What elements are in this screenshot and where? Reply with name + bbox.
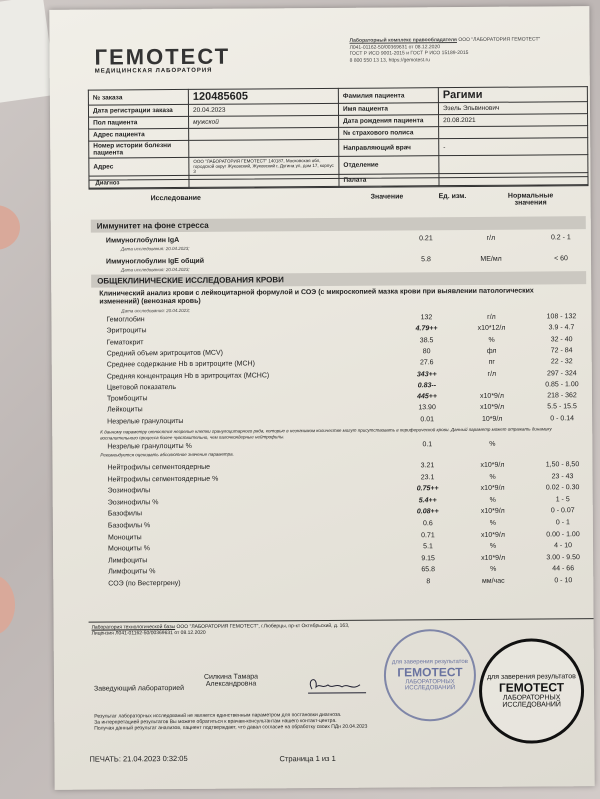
test-name: Гемоглобин (106, 316, 145, 324)
test-unit: г/л (487, 313, 496, 321)
test-value: 5.8 (421, 256, 431, 264)
test-name: Моноциты (107, 533, 142, 542)
patient-info-table: № заказа 120485605 Фамилия пациента Рагими Дата регистрации заказа 20.04.2023 Имя пациента Эзель Эльвинович Пол пациента мужской Дата рождения пациента 20.08.2021 Адрес пациента № страхового полиса Номер истории болезни пациента Направляющий врач - Адрес ООО "ЛАБОРАТОРИЯ ГЕМОТЕСТ" 140187, Московская обл, городской округ Жуковский, Жуковский г, Дугина ул, дом 17, корпус 3 Отделение Палата (88, 86, 589, 188)
test-norm: 0.00 - 1.00 (546, 530, 580, 539)
order-number: 120485605 (188, 88, 338, 104)
section-blood: ОБЩЕКЛИНИЧЕСКИЕ ИССЛЕДОВАНИЯ КРОВИ (91, 271, 586, 287)
test-value: 445++ (417, 393, 437, 401)
test-norm: 0.85 - 1.00 (545, 381, 579, 389)
test-unit: фл (486, 347, 497, 355)
patient-surname: Рагими (438, 87, 587, 103)
test-norm: 0 - 0.07 (550, 507, 575, 515)
test-subtitle: Клинический анализ крови с лейкоцитарной формулой и СОЭ (с микроскопией мазка крови при выявлении патологических изменений) (венозная кровь) (99, 287, 534, 306)
test-name: Нейтрофилы сегментоядерные (107, 463, 211, 472)
test-value: 132 (420, 314, 433, 322)
test-unit: x10*9/л (480, 508, 505, 516)
test-name: Лимфоциты % (108, 568, 156, 576)
test-unit: пг (488, 358, 495, 367)
col-test: Исследование (150, 194, 201, 203)
test-value: 5.1 (423, 543, 433, 551)
test-value: 0.75++ (416, 485, 439, 493)
test-value: 9.15 (421, 555, 435, 563)
test-value: 23.1 (420, 473, 435, 481)
test-value: 0.6 (422, 520, 433, 528)
signature (304, 673, 374, 698)
note-recommendation: Рекомендуется оценивать абсолютное значение параметра. (100, 451, 234, 458)
head-name: Силкина Тамара Александровна (203, 673, 259, 688)
test-norm: 0 - 10 (554, 577, 573, 585)
study-date: Дата исследования: 20.04.2023; (120, 245, 190, 252)
disclaimer: Результат лабораторных исследований не является единственным параметром для постановки диагноза. За интерпретацией результатов Вы можете обратиться к врачам-консультантам нашего контакт-центра. Получая данный результат анализов, пациент подтверждает, что давал согласие на обработку своих ПДн 20.04.2023 (94, 711, 368, 732)
test-norm: < 60 (554, 255, 568, 263)
test-unit: % (489, 473, 496, 481)
test-unit: % (488, 336, 495, 344)
test-unit: x10*9/л (480, 392, 504, 400)
test-norm: 44 - 66 (552, 565, 575, 573)
test-norm: 5.5 - 15.5 (547, 403, 577, 411)
test-name: Иммуноглобулин IgA (105, 236, 180, 245)
test-norm: 218 - 362 (547, 392, 577, 400)
background-paper (0, 0, 57, 104)
footer-lab-info: Лаборатория технологической базы ООО "ЛАБОРАТОРИЯ ГЕМОТЕСТ", г.Люберцы, пр-кт Октябрьский, д. 163, Лицензия Л041-01162-50/00369631 от 08.12.2020 (91, 622, 350, 637)
test-norm: 0 - 1 (555, 519, 570, 527)
test-value: 4.79++ (415, 325, 438, 333)
test-name: Цветовой показатель (106, 383, 177, 392)
test-unit: x10*9/л (480, 531, 505, 539)
test-name: Эозинофилы (107, 487, 151, 495)
test-norm: 108 - 132 (546, 313, 577, 321)
test-norm: 1,50 - 8,50 (545, 461, 580, 469)
test-norm: 23 - 43 (551, 472, 574, 480)
lab-complex-link[interactable]: Лабораторный комплекс правообладателя (349, 37, 457, 44)
test-norm: 1 - 5 (555, 496, 570, 504)
stamp-black: для заверения результатов ГЕМОТЕСТ ЛАБОРАТОРНЫХ ИССЛЕДОВАНИЙ (479, 638, 585, 744)
test-name: Базофилы (107, 510, 143, 518)
test-value: 0.71 (421, 531, 435, 539)
test-unit: % (490, 566, 497, 574)
test-unit: x10*9/л (480, 461, 505, 469)
test-norm: 72 - 84 (550, 347, 573, 355)
test-name: Среднее содержание Hb в эритроците (MCH) (106, 360, 255, 369)
test-value: 0.08++ (416, 508, 439, 516)
gemotest-logo: ГЕМОТЕСТ МЕДИЦИНСКАЯ ЛАБОРАТОРИЯ (94, 43, 231, 75)
test-value: 5.4++ (418, 496, 437, 505)
test-unit: x10*9/л (481, 554, 506, 562)
test-unit: МЕ/мл (480, 255, 502, 263)
test-value: 0.21 (419, 235, 433, 243)
test-name: Незрелые гранулоциты % (107, 442, 192, 451)
head-label: Заведующий лабораторией (94, 684, 185, 693)
test-name: СОЭ (по Вестергрену) (108, 579, 181, 588)
print-timestamp: ПЕЧАТЬ: 21.04.2023 0:32:05 (89, 753, 188, 764)
test-norm: 32 - 40 (550, 335, 573, 343)
test-value: 343++ (416, 370, 437, 378)
test-unit: 10*9/л (481, 415, 503, 423)
test-unit: x10*9/л (480, 404, 505, 412)
note-immature-granulocytes: К данному параметру относятся незрелые клетки гранулоцитарного ряда, которые в незначимом количестве могут присутствовать в периферической крови. Данный параметр может отражать динамику воспалительного процесса более чувствительно, чем палочкоядерные нейтрофилы. (100, 426, 552, 441)
test-value: 80 (422, 348, 431, 356)
test-value: 8 (426, 578, 431, 586)
test-unit: г/л (487, 370, 497, 378)
test-norm: 3.00 - 9.50 (546, 554, 580, 562)
test-name: Базофилы % (107, 522, 151, 530)
test-name: Лимфоциты (108, 557, 148, 565)
diagnosis-row: Диагноз (88, 176, 588, 189)
test-unit: % (489, 496, 496, 504)
test-name: Тромбоциты (106, 395, 148, 403)
test-value: 27.6 (419, 359, 434, 367)
col-unit: Ед. изм. (438, 192, 467, 201)
test-name: Иммуноглобулин IgE общий (106, 257, 205, 266)
test-norm: 0.2 - 1 (550, 234, 571, 242)
test-norm: 297 - 324 (547, 369, 577, 377)
test-norm: 22 - 32 (550, 358, 573, 366)
lab-report: ГЕМОТЕСТ МЕДИЦИНСКАЯ ЛАБОРАТОРИЯ Лабораторный комплекс правообладателя ООО "ЛАБОРАТОРИЯ ГЕМОТЕСТ" Л041-01162-50/00369631 от 08.12.2020 ГОСТ Р ИСО 9001-2015 и ГОСТ Р ИСО 15189-2015 8 800 550 13 13, https://gemotest.ru № заказа 120485605 Фамилия пациента Рагими Дата регистрации заказа 20.04.2023 Имя пациента Эзель Эльвинович Пол пациента мужской Дата рождения пациента 20.08.2021 Адрес пациента № страхового полиса Номер истории болезни пациента Направляющий врач - Адрес ООО "ЛАБОРАТОРИЯ ГЕМОТЕСТ" 140187, Московская обл, городской округ Жуковский, Жуковский г, Дугина ул, дом 17, корпус 3 Отделение Палата Диагноз Исследование Значение Ед. изм. Нормальные значения Иммунитет на фоне стресса Иммуноглобулин IgA 0.21 г/л 0.2 - 1 Иммуноглобулин IgE общий 5.8 МЕ/мл < 60 Дата исследования: 20.04.2023; Дата исследования: 20.04.2023; ОБЩЕКЛИНИЧЕСКИЕ ИССЛЕДОВАНИЯ КРОВИ Клинический анализ крови с лейкоцитарной формулой и СОЭ (с микроскопией мазка крови при выявлении патологических изменений) (венозная кровь) Дата исследования: 20.04.2023; Гемоглобин 132 г/л 108 - 132 Эритроциты 4.79++ x10*12/л 3.9 - 4.7 Гематокрит 38.5 % 32 - 40 Средний объем эритроцитов (MCV) 80 фл 72 - 84 Среднее содержание Hb в эритроците (MCH) 27.6 пг 22 - 32 Средняя концентрация Hb в эритроцитах (MCHC) 343++ г/л 297 - 324 Цветовой показатель 0.83-- 0.85 - 1.00 Тромбоциты 445++ x10*9/л 218 - 362 Лейкоциты 13.90 x10*9/л 5.5 - 15.5 Незрелые гранулоциты 0.01 10*9/л 0 - 0.14 К данному параметру относятся незрелые клетки гранулоцитарного ряда, которые в незначимом количестве могут присутствовать в периферической крови. Данный параметр может отражать динамику воспалительного процесса более чувствительно, чем палочкоядерные нейтрофилы. Незрелые гранулоциты % 0.1 % Рекомендуется оценивать абсолютное значение параметра. Нейтрофилы сегментоядерные 3.21 x10*9/л 1,50 - 8,50 Нейтрофилы сегментоядерные % 23.1 % 23 - 43 Эозинофилы 0.75++ x10*9/л 0.02 - 0.30 Эозинофилы % 5.4++ % 1 - 5 Базофилы 0.08++ x10*9/л 0 - 0.07 Базофилы % 0.6 % 0 - 1 Моноциты 0.71 x10*9/л 0.00 - 1.00 Моноциты % 5.1 % 4 - 10 Лимфоциты 9.15 x10*9/л 3.00 - 9.50 Лимфоциты % 65.8 % 44 - 66 СОЭ (по Вестергрену) 8 мм/час 0 - 10 Лаборатория технологической базы ООО "ЛАБОРАТОРИЯ ГЕМОТЕСТ", г.Люберцы, пр-кт Октябрьский, д. 163, Лицензия Л041-01162-50/00369631 от 08.12.2020 Заведующий лабораторией Силкина Тамара Александровна Результат лабораторных исследований не является единственным параметром для постановки диагноза. За интерпретацией результатов Вы можете обратиться к врачам-консультантам нашего контакт-центра. Получая данный результат анализов, пациент подтверждает, что давал согласие на обработку своих ПДн 20.04.2023 ПЕЧАТЬ: 21.04.2023 0:32:05 Страница 1 из 1 для заверения результатов ГЕМОТЕСТ ЛАБОРАТОРНЫХ ИССЛЕДОВАНИЙ для заверения результатов ГЕМОТЕСТ ЛАБОРАТОРНЫХ ИССЛЕДОВАНИЙ (49, 6, 594, 790)
col-value: Значение (370, 193, 404, 201)
study-date: Дата исследования: 20.04.2023; (121, 266, 190, 273)
test-unit: % (489, 440, 496, 448)
test-norm: 4 - 10 (554, 542, 573, 550)
finger (0, 205, 20, 250)
test-norm: 3.9 - 4.7 (548, 324, 575, 332)
test-name: Моноциты % (108, 545, 150, 553)
lab-base-link[interactable]: Лаборатория технологической базы (91, 624, 176, 631)
test-norm: 0.02 - 0.30 (545, 484, 580, 492)
stamp-blue: для заверения результатов ГЕМОТЕСТ ЛАБОРАТОРНЫХ ИССЛЕДОВАНИЙ (384, 629, 477, 722)
section-immunity: Иммунитет на фоне стресса (91, 216, 586, 232)
test-unit: x10*9/л (480, 484, 505, 493)
test-name: Средний объем эритроцитов (MCV) (106, 349, 224, 358)
test-value: 0.1 (422, 441, 433, 449)
test-unit: x10*12/л (477, 325, 506, 333)
test-value: 13.90 (418, 404, 436, 412)
test-name: Эритроциты (106, 327, 147, 335)
test-value: 0.01 (420, 415, 434, 424)
test-unit: % (489, 542, 497, 551)
test-unit: г/л (486, 234, 496, 242)
page-number: Страница 1 из 1 (279, 753, 336, 764)
test-name: Гематокрит (106, 338, 144, 347)
col-norm: Нормальные значения (507, 192, 554, 207)
test-value: 0.83-- (417, 382, 437, 390)
test-name: Средняя концентрация Hb в эритроцитах (MCHC) (106, 371, 270, 381)
test-value: 3.21 (420, 462, 435, 470)
test-unit: % (489, 519, 497, 527)
test-norm: 0 - 0.14 (550, 414, 575, 423)
test-name: Лейкоциты (107, 406, 143, 414)
test-unit: мм/час (481, 577, 505, 585)
test-value: 38.5 (419, 336, 434, 344)
test-name: Незрелые гранулоциты (107, 417, 184, 426)
finger (0, 575, 15, 635)
test-name: Эозинофилы % (107, 498, 159, 507)
test-name: Нейтрофилы сегментоядерные % (107, 475, 219, 484)
result-row (98, 577, 588, 591)
test-value: 65.8 (421, 566, 436, 574)
license-info: Лабораторный комплекс правообладателя ООО "ЛАБОРАТОРИЯ ГЕМОТЕСТ" Л041-01162-50/00369631 от 08.12.2020 ГОСТ Р ИСО 9001-2015 и ГОСТ Р ИСО 15189-2015 8 800 550 13 13, https://gemotest.ru (349, 36, 541, 64)
